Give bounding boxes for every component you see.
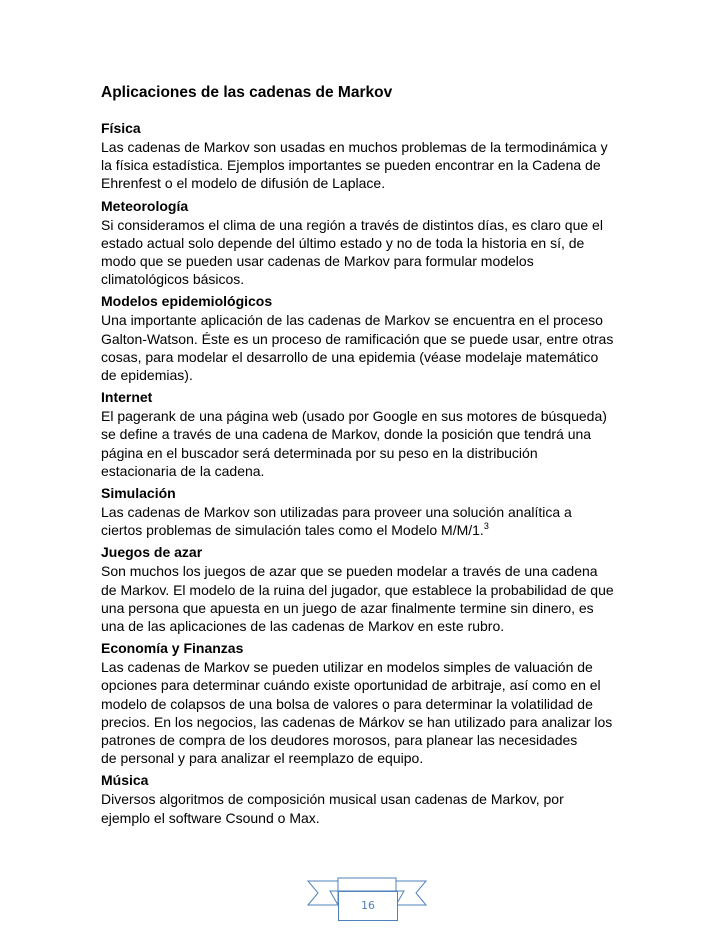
ribbon-top-band bbox=[338, 878, 396, 891]
paragraph-line: Son muchos los juegos de azar que se pueden modelar a través de una cadena bbox=[101, 563, 598, 580]
section-modelos-epidemiologicos bbox=[101, 291, 641, 384]
paragraph-line: una de las aplicaciones de las cadenas de Markov en este rubro. bbox=[101, 618, 505, 635]
section-fisica bbox=[101, 118, 641, 193]
paragraph-line: patrones de compra de los deudores morosos, para planear las necesidades bbox=[101, 732, 578, 749]
section-heading: Modelos epidemiológicos bbox=[101, 293, 273, 310]
section-heading: Simulación bbox=[101, 485, 176, 502]
paragraph-line: una persona que apuesta en un juego de azar finalmente termine sin dinero, es bbox=[101, 599, 594, 616]
paragraph-line: estacionaria de la cadena. bbox=[101, 462, 265, 479]
section-musica bbox=[101, 770, 641, 826]
paragraph-line: modelo de colapsos de una bolsa de valores o para determinar la volatilidad de bbox=[101, 695, 593, 712]
paragraph-line-text: ciertos problemas de simulación tales como el Modelo M/M/1. bbox=[101, 522, 484, 539]
paragraph-line: El pagerank de una página web (usado por Google en sus motores de búsqueda) bbox=[101, 408, 607, 425]
paragraph-line: Galton-Watson. Éste es un proceso de ramificación que se puede usar, entre otras bbox=[101, 330, 614, 347]
section-heading: Música bbox=[101, 772, 149, 789]
section-paragraph bbox=[101, 503, 641, 539]
paragraph-line: modo que se pueden usar cadenas de Markov para formular modelos bbox=[101, 253, 534, 270]
paragraph-line: estado actual solo depende del último estado y no de toda la historia en sí, de bbox=[101, 234, 585, 251]
section-paragraph bbox=[101, 658, 641, 767]
page-number-footer bbox=[300, 877, 436, 923]
paragraph-line: precios. En los negocios, las cadenas de Márkov se han utilizado para analizar los bbox=[101, 713, 613, 730]
page-number: 16 bbox=[338, 891, 398, 921]
paragraph-line: ejemplo el software Csound o Max. bbox=[101, 809, 320, 826]
section-economia-y-finanzas bbox=[101, 638, 641, 767]
document-page bbox=[101, 82, 641, 830]
section-paragraph bbox=[101, 790, 641, 826]
paragraph-line bbox=[101, 521, 641, 539]
document-title: Aplicaciones de las cadenas de Markov bbox=[101, 84, 393, 101]
section-meteorologia bbox=[101, 196, 641, 289]
section-internet bbox=[101, 387, 641, 480]
paragraph-line: de Markov. El modelo de la ruina del jugador, que establece la probabilidad de que bbox=[101, 581, 614, 598]
section-paragraph bbox=[101, 311, 641, 384]
paragraph-line: la física estadística. Ejemplos importantes se pueden encontrar en la Cadena de bbox=[101, 157, 601, 174]
paragraph-line: Las cadenas de Markov son utilizadas para proveer una solución analítica a bbox=[101, 504, 572, 521]
paragraph-line: Ehrenfest o el modelo de difusión de Laplace. bbox=[101, 175, 386, 192]
section-paragraph bbox=[101, 216, 641, 289]
section-heading: Física bbox=[101, 120, 141, 136]
section-paragraph bbox=[101, 407, 641, 480]
paragraph-line: Diversos algoritmos de composición musical usan cadenas de Markov, por bbox=[101, 791, 564, 808]
section-paragraph bbox=[101, 562, 641, 635]
paragraph-line: opciones para determinar cuándo existe oportunidad de arbitraje, así como en el bbox=[101, 677, 601, 694]
paragraph-line: cosas, para modelar el desarrollo de una epidemia (véase modelaje matemático bbox=[101, 348, 599, 365]
paragraph-line: se define a través de una cadena de Markov, donde la posición que tendrá una bbox=[101, 426, 592, 443]
section-heading: Juegos de azar bbox=[101, 544, 203, 561]
paragraph-line: Una importante aplicación de las cadenas de Markov se encuentra en el proceso bbox=[101, 312, 603, 329]
section-heading: Meteorología bbox=[101, 197, 189, 214]
paragraph-line: Las cadenas de Markov se pueden utilizar en modelos simples de valuación de bbox=[101, 659, 593, 676]
section-heading: Internet bbox=[101, 389, 153, 406]
footnote-marker: 3 bbox=[483, 521, 489, 532]
section-juegos-de-azar bbox=[101, 542, 641, 635]
paragraph-line: página en el buscador será determinada por su peso en la distribución bbox=[101, 444, 538, 461]
paragraph-line: Si consideramos el clima de una región a través de distintos días, es claro que el bbox=[101, 216, 603, 233]
paragraph-line: climatológicos básicos. bbox=[101, 271, 245, 288]
section-paragraph bbox=[101, 138, 641, 193]
section-heading: Economía y Finanzas bbox=[101, 640, 244, 657]
paragraph-line: de personal y para analizar el reemplazo de equipo. bbox=[101, 750, 424, 767]
paragraph-line: de epidemias). bbox=[101, 367, 193, 384]
section-simulacion bbox=[101, 483, 641, 539]
paragraph-line: Las cadenas de Markov son usadas en muchos problemas de la termodinámica y bbox=[101, 139, 608, 155]
